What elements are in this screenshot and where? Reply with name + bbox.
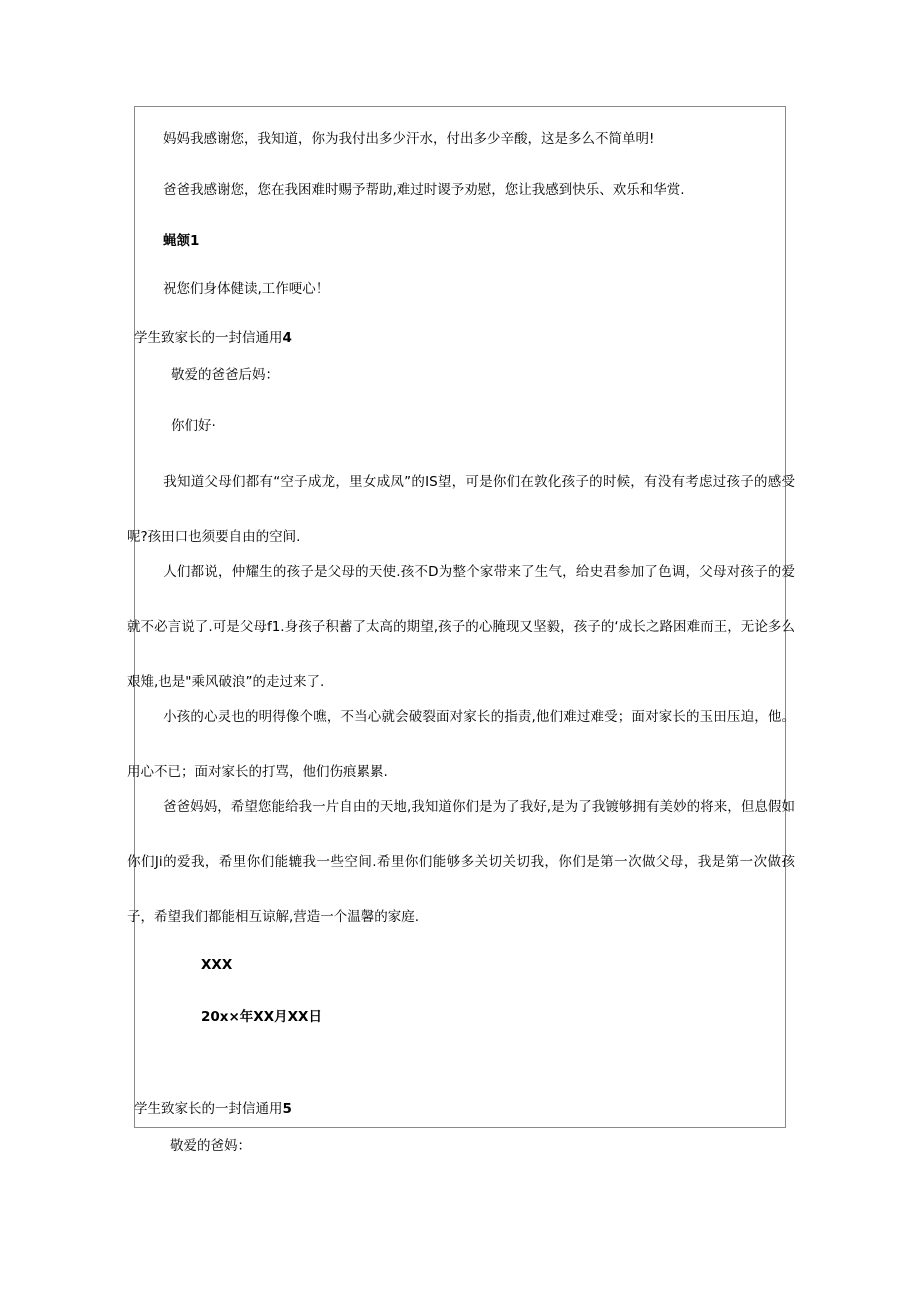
- paragraph-thanks-father: 爸爸我感谢您，您在我困难时赐予帮助,难过时谡予劝慰，您让我感到快乐、欢乐和华赏.: [163, 182, 685, 198]
- section-heading-4: [134, 328, 292, 348]
- letter-paragraph-3-text: 小孩的心灵也的明得像个噍，不当心就会破裂面对家长的指责,他们难过难受；面对家长的玉田压迫，他。用心不已；面对家长的打骂，他们伤痕累累.: [127, 709, 795, 780]
- section-heading-5: [134, 1099, 292, 1119]
- section-heading-5-number: 5: [282, 1101, 292, 1117]
- document-frame: [127, 106, 795, 1128]
- section-heading-4-number: 4: [282, 330, 292, 346]
- salutation-mark: 蝇颔1: [163, 233, 200, 249]
- section-heading-5-text: 学生致家长的一封信通用: [134, 1101, 283, 1117]
- letter-paragraph-2-text: 人们都说，仲耀生的孩子是父母的天使.孩不D为整个家带来了生气，给史君参加了色调，父母对孩子的爱就不必言说了.可是父母f1.身孩子积蓄了太高的期望,孩子的心腌现又坚毅，孩子的‘成长之路困难而王，无论多么艰雉,也是"乘风破浪”的走过来了.: [127, 564, 795, 690]
- signature-date: 20x×年XX月XX日: [201, 1009, 322, 1025]
- next-letter-greeting: 敬爱的爸妈：: [170, 1138, 251, 1154]
- section-heading-4-text: 学生致家长的一封信通用: [134, 330, 283, 346]
- paragraph-wish: 祝您们身体健读,工作哽心！: [163, 281, 330, 297]
- letter-paragraph-4-text: 爸爸妈妈，希望您能给我一片自由的天地,我知道你们是为了我好,是为了我镀够拥有美妙的将来，但息假如你们Ji的爱我，希里你们能辘我一些空间.希里你们能够多关切关切我，你们是第一次做父母，我是第一次做孩子，希望我们都能相互谅解,营造一个温馨的家庭.: [127, 799, 795, 925]
- letter-hello: 你们好·: [171, 418, 216, 434]
- letter-paragraph-4: [127, 780, 795, 945]
- letter-greeting: 敬爱的爸爸后妈：: [171, 367, 279, 383]
- signature-name: XXX: [201, 957, 233, 973]
- paragraph-thanks-mother: 妈妈我感谢您，我知道，你为我付出多少汗水，付出多少辛酸，这是多么不简单明!: [163, 131, 655, 147]
- letter-paragraph-2: [127, 545, 795, 710]
- letter-paragraph-1-text: 我知道父母们都有“空子成龙，里女成凤”的IS望，可是你们在敦化孩子的时候，有没有考虑过孩子的感受呢?孩田口也须要自由的空间.: [127, 474, 795, 545]
